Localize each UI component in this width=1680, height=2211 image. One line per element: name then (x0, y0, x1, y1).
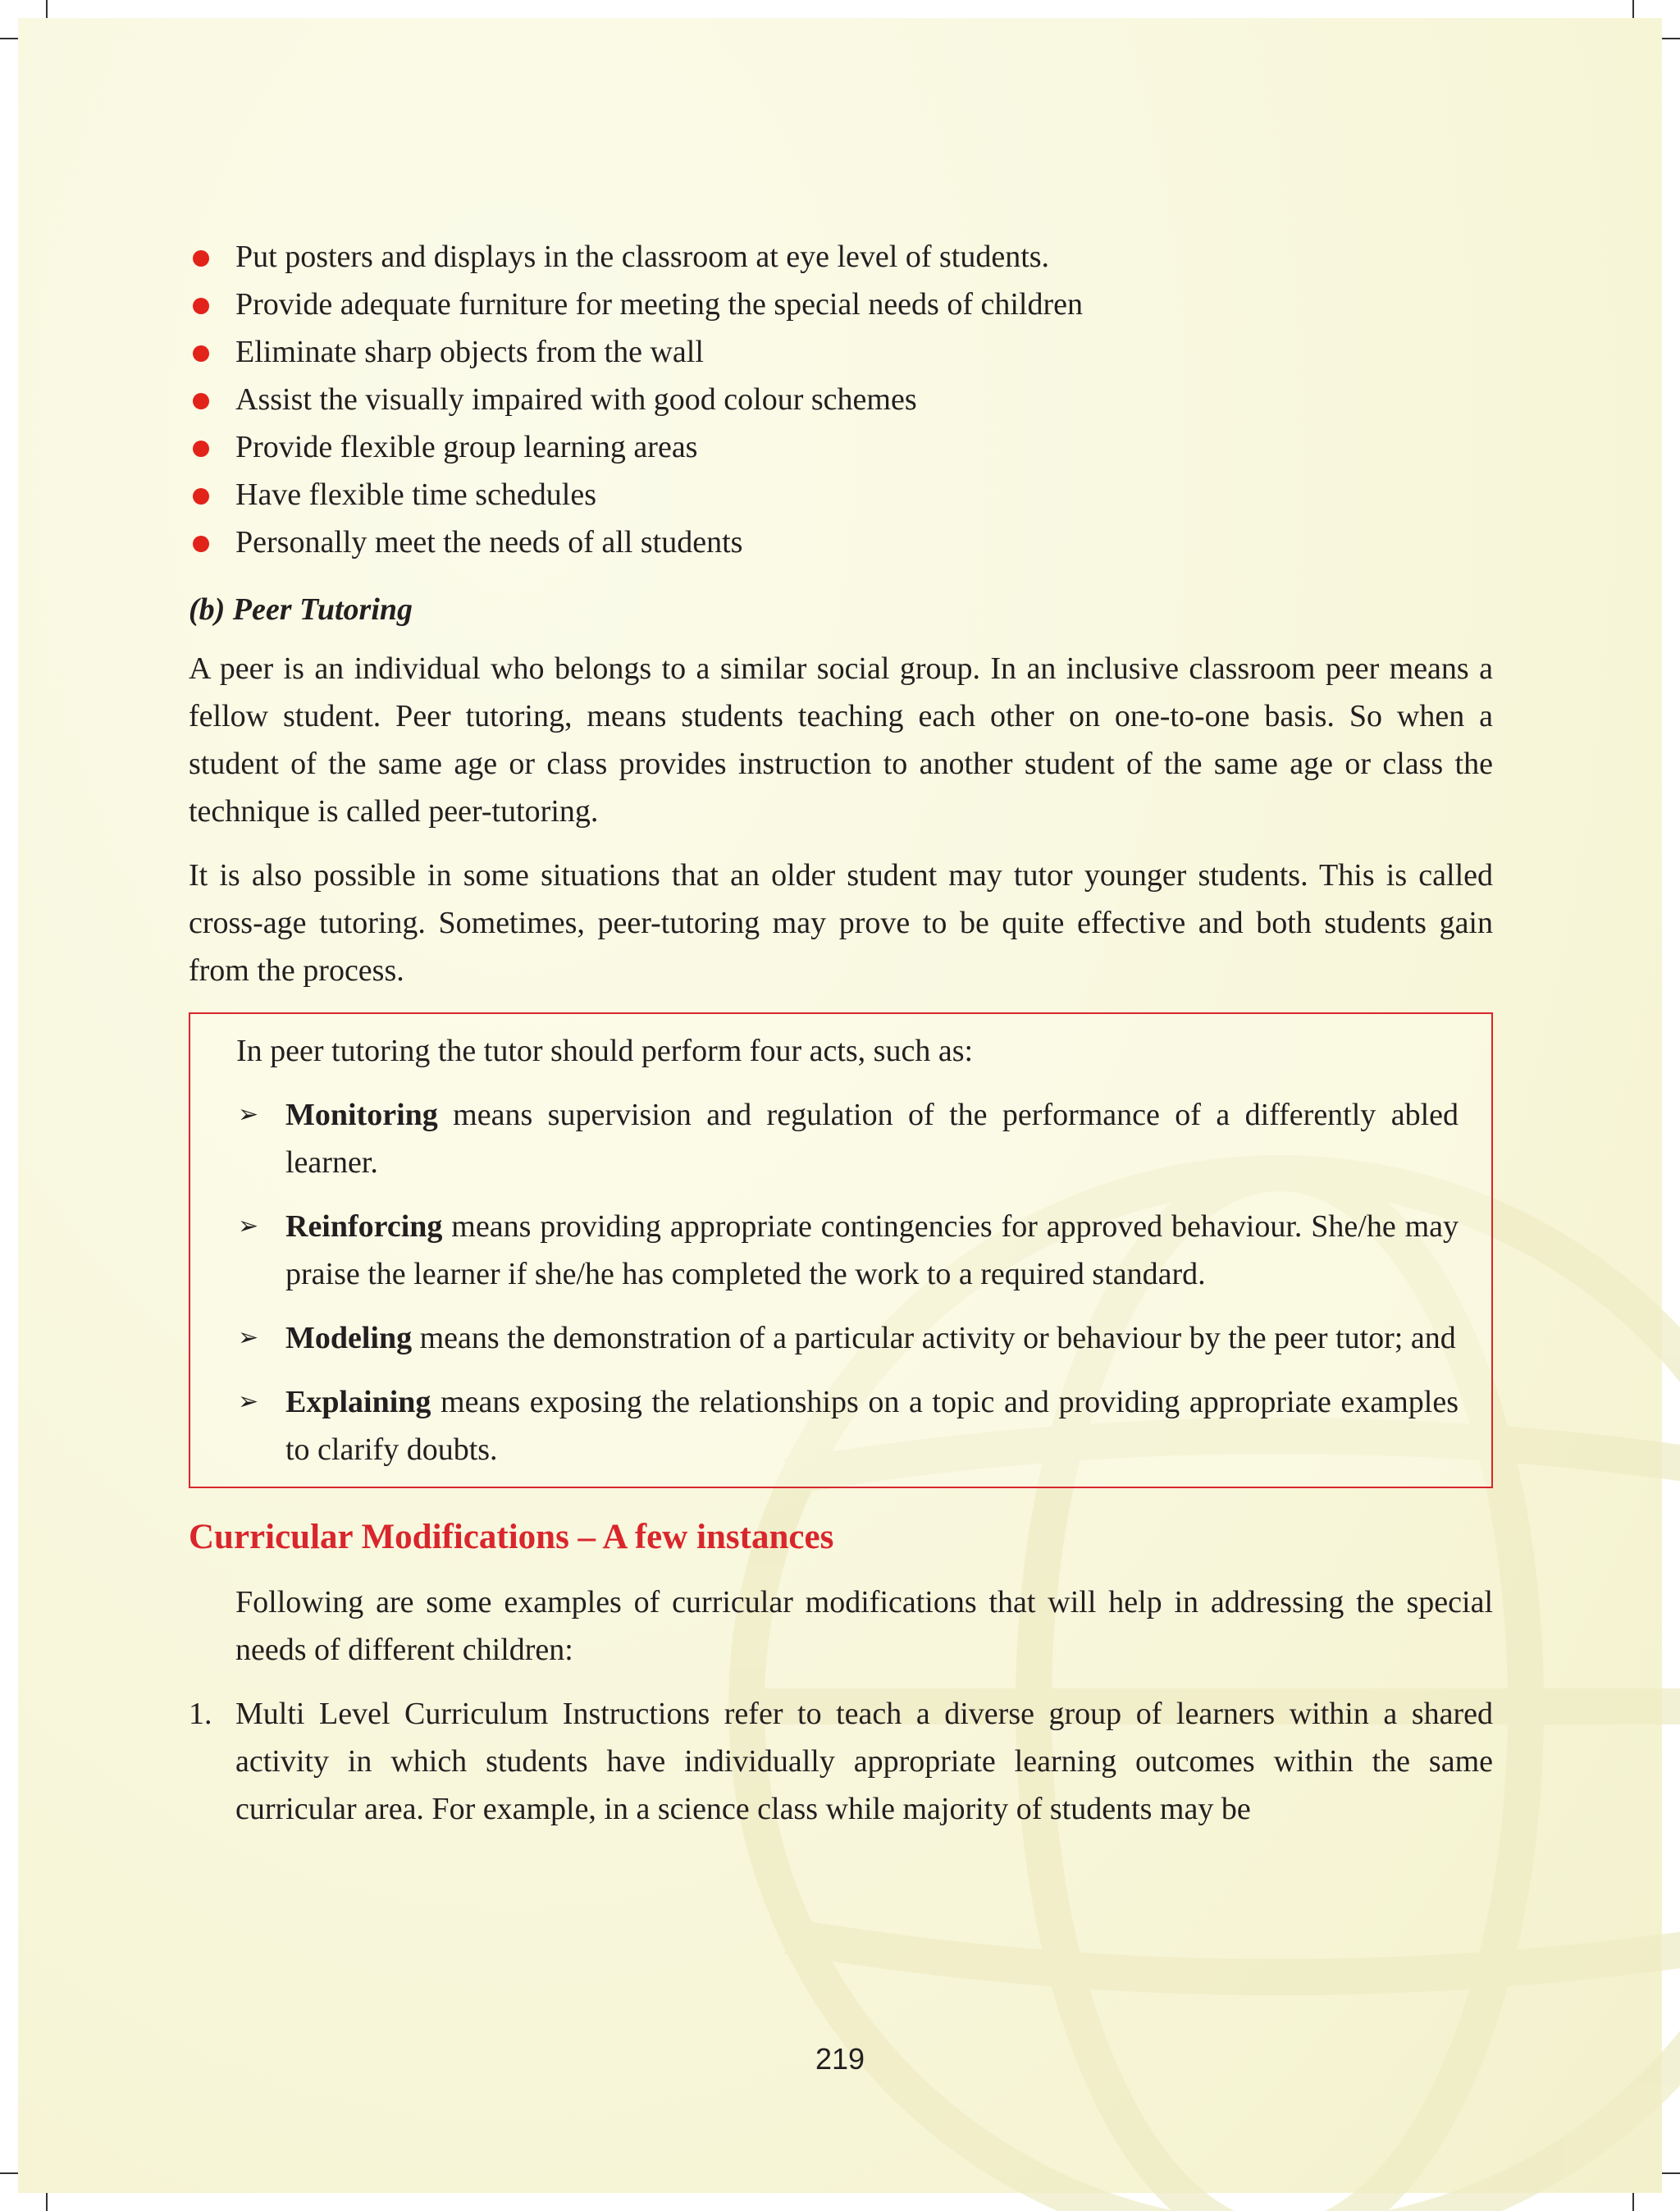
four-acts-box (189, 1012, 1493, 1488)
bullet-dot-icon (193, 488, 209, 505)
list-item (236, 1091, 1459, 1186)
crop-mark (1662, 38, 1680, 39)
bullet-dot-icon (193, 441, 209, 457)
bullet-dot-icon (193, 536, 209, 552)
act-term: Monitoring (285, 1098, 438, 1132)
peer-tutoring-paragraph: A peer is an individual who belongs to a similar social group. In an inclusive classroom peer means a fellow student. Peer tutoring, means students teaching each other on one-to-one basis. So when a student of the same age or class provides instruction to another student of the same age or class the technique is called peer-tutoring. (189, 651, 1493, 829)
arrow-bullet-icon: ➢ (238, 1323, 259, 1352)
act-description: means providing appropriate contingencies for approved behaviour. She/he may praise the learner if she/he has completed the work to a required standard. (285, 1209, 1459, 1291)
act-term: Explaining (285, 1385, 431, 1419)
act-term: Modeling (285, 1321, 413, 1355)
bullet-dot-icon (193, 345, 209, 362)
list-item: Put posters and displays in the classroom at eye level of students. (189, 233, 1493, 281)
cross-age-paragraph: It is also possible in some situations that an older student may tutor younger students. This is called cross-age tutoring. Sometimes, peer-tutoring may prove to be quite effective and both students gain from the process. (189, 858, 1493, 988)
list-item (236, 1378, 1459, 1473)
crop-mark (0, 2172, 18, 2174)
bullet-dot-icon (193, 393, 209, 409)
page-number: 219 (815, 2042, 865, 2076)
act-term: Reinforcing (285, 1209, 443, 1244)
bullet-dot-icon (193, 250, 209, 267)
crop-mark (1632, 2193, 1634, 2211)
section-intro: Following are some examples of curricular modifications that will help in addressing the special needs of different children: (235, 1585, 1493, 1667)
list-item: Provide adequate furniture for meeting the special needs of children (189, 281, 1493, 328)
page-content (189, 233, 1493, 1833)
list-item: Eliminate sharp objects from the wall (189, 328, 1493, 376)
list-item (236, 1314, 1459, 1362)
act-description: means supervision and regulation of the performance of a differently abled learner. (285, 1098, 1459, 1180)
act-description: means the demonstration of a particular activity or behaviour by the peer tutor; and (412, 1321, 1456, 1355)
crop-mark (1632, 0, 1634, 18)
section-title: Curricular Modifications – A few instances (189, 1518, 834, 1556)
arrow-bullet-icon: ➢ (238, 1212, 259, 1240)
crop-mark (1662, 2172, 1680, 2174)
item-text: Multi Level Curriculum Instructions refer to teach a diverse group of learners within a shared activity in which students have individually appropriate learning outcomes within the same curricular area. For example, in a science class while majority of students may be (235, 1697, 1493, 1826)
crop-mark (0, 38, 18, 39)
box-intro: In peer tutoring the tutor should perform four acts, such as: (236, 1034, 974, 1068)
act-description: means exposing the relationships on a topic and providing appropriate examples to clarify doubts. (285, 1385, 1459, 1467)
arrow-bullet-icon: ➢ (238, 1100, 259, 1129)
list-item (236, 1203, 1459, 1298)
list-item: Assist the visually impaired with good colour schemes (189, 376, 1493, 423)
list-item: Personally meet the needs of all students (189, 518, 1493, 566)
acts-list (236, 1091, 1459, 1473)
crop-mark (46, 0, 48, 18)
item-number: 1. (189, 1697, 212, 1731)
list-item: Provide flexible group learning areas (189, 423, 1493, 471)
peer-tutoring-heading: (b) Peer Tutoring (189, 592, 413, 627)
list-item: Have flexible time schedules (189, 471, 1493, 518)
numbered-item (189, 1690, 1493, 1833)
arrow-bullet-icon: ➢ (238, 1387, 259, 1416)
classroom-tips-list (189, 233, 1493, 566)
bullet-dot-icon (193, 298, 209, 314)
crop-mark (46, 2193, 48, 2211)
